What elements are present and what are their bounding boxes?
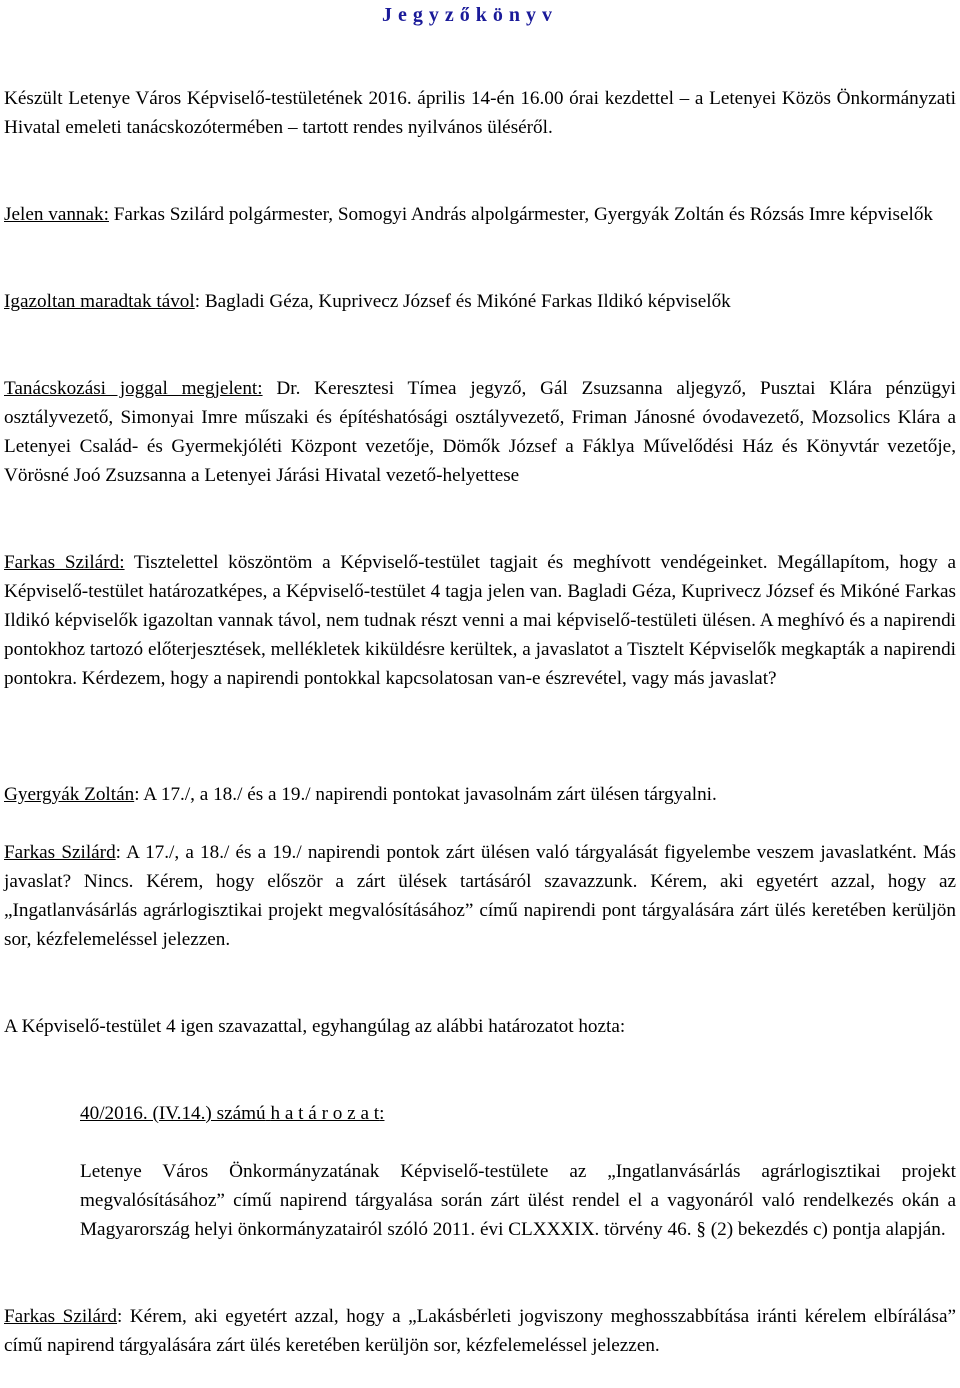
- speech3-text: : A 17./, a 18./ és a 19./ napirendi pontok zárt ülésen való tárgyalását figyelembe veszem javaslatként. Más javaslat? Nincs. Kérem, hogy először a zárt ülések tartásáról szavazzunk. Kérem, aki egyetért azzal, hogy az „Ingatlanvásárlás agrárlogisztikai projekt megvalósításához” című napirendi pont tárgyalására zárt ülés keretében kerüljön sor, kézfelemeléssel jelezzen.: [4, 842, 956, 950]
- present-label: Jelen vannak:: [4, 204, 109, 225]
- absent-paragraph: [4, 287, 956, 316]
- speech3-paragraph: [4, 838, 956, 954]
- advisory-paragraph: [4, 374, 956, 490]
- advisory-label: Tanácskozási joggal megjelent:: [4, 378, 263, 399]
- speech4-label: Farkas Szilárd: [4, 1306, 117, 1327]
- resolution-word: h a t á r o z a t: [270, 1103, 380, 1124]
- advisory-text: Dr. Keresztesi Tímea jegyző, Gál Zsuzsanna aljegyző, Pusztai Klára pénzügyi osztályvezető, Simonyai Imre műszaki és építéshatósági osztályvezető, Friman Jánosné óvodavezető, Mozsolics Klára a Letenyei Család- és Gyermekjóléti Központ vezetője, Dömők József a Fáklya Művelődési Ház és Könyvtár vezetője, Vörösné Joó Zsuzsanna a Letenyei Járási Hivatal vezető-helyettese: [4, 378, 957, 486]
- absent-text: : Bagladi Géza, Kuprivecz József és Mikóné Farkas Ildikó képviselők: [194, 291, 731, 312]
- speech1-text: Tisztelettel köszöntöm a Képviselő-testület tagjait és meghívott vendégeinket. Megállapítom, hogy a Képviselő-testület határozatképes, a Képviselő-testület 4 tagja jelen van. Bagladi Géza, Kuprivecz József és Mikóné Farkas Ildikó képviselők igazoltan vannak távol, nem tudnak részt venni a mai képviselő-testületi ülésen. A meghívó és a napirendi pontokhoz tartozó előterjesztések, mellékletek kiküldésre kerültek, a javaslatot a Tisztelt Képviselők megkapták a napirendi pontokra. Kérdezem, hogy a napirendi pontokkal kapcsolatosan van-e észrevétel, vagy más javaslat?: [4, 552, 956, 689]
- resolution-heading: [80, 1099, 956, 1128]
- absent-label: Igazoltan maradtak távol: [4, 291, 195, 312]
- present-text: Farkas Szilárd polgármester, Somogyi András alpolgármester, Gyergyák Zoltán és Rózsás Imre képviselők: [108, 204, 934, 225]
- speech4-text: : Kérem, aki egyetért azzal, hogy a „Lakásbérleti jogviszony meghosszabbítása iránti kérelem elbírálása” című napirend tárgyalására zárt ülés keretében kerüljön sor, kézfelemeléssel jelezzen.: [4, 1306, 956, 1356]
- vote-paragraph: A Képviselő-testület 4 igen szavazattal, egyhangúlag az alábbi határozatot hozta:: [4, 1016, 626, 1037]
- present-paragraph: [4, 200, 956, 229]
- speech2-label: Gyergyák Zoltán: [4, 784, 135, 805]
- speech1-paragraph: [4, 548, 956, 693]
- intro-paragraph: Készült Letenye Város Képviselő-testületének 2016. április 14-én 16.00 órai kezdettel – a Letenyei Közös Önkormányzati Hivatal emeleti tanácskozótermében – tartott rendes nyilvános üléséről.: [4, 88, 956, 138]
- resolution-text: Letenye Város Önkormányzatának Képviselő-testülete az „Ingatlanvásárlás agrárlogisztikai projekt megvalósításához” című napirend tárgyalása során zárt ülést rendel el a vagyonáról való rendelkezés okán a Magyarország helyi önkormányzatairól szóló 2011. évi CLXXXIX. törvény 46. § (2) bekezdés c) pontja alapján.: [80, 1161, 956, 1240]
- resolution-colon: :: [379, 1103, 385, 1124]
- speech1-label: Farkas Szilárd:: [4, 552, 125, 573]
- speech3-label: Farkas Szilárd: [4, 842, 116, 863]
- speech4-paragraph: [4, 1302, 956, 1360]
- speech2-text: : A 17./, a 18./ és a 19./ napirendi pontokat javasolnám zárt ülésen tárgyalni.: [134, 784, 717, 805]
- document-title: J e g y z ő k ö n y v: [382, 4, 553, 26]
- speech2-paragraph: [4, 780, 956, 809]
- resolution-number: 40/2016. (IV.14.) számú: [80, 1103, 266, 1124]
